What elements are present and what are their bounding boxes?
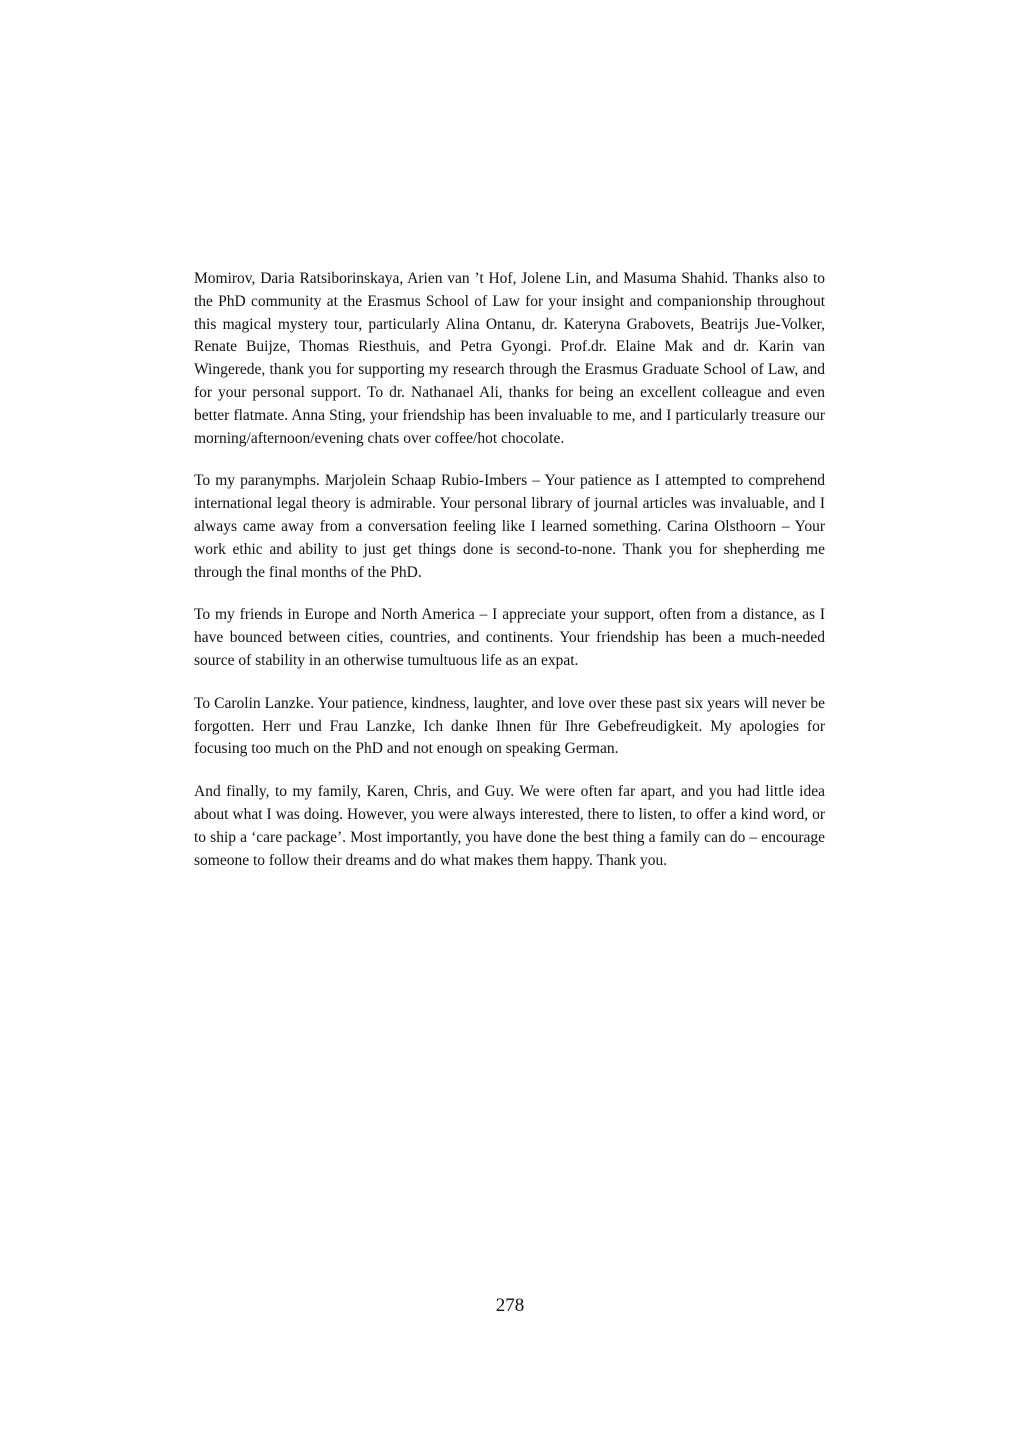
- acknowledgements-text: [194, 268, 825, 892]
- paragraph-paranymphs: To my paranymphs. Marjolein Schaap Rubio-Imbers – Your patience as I attempted to comprehend international legal theory is admirable. Your personal library of journal articles was invaluable, and I always came away from a conversation feeling like I learned something. Carina Olsthoorn – Your work ethic and ability to just get things done is second-to-none. Thank you for shepherding me through the final months of the PhD.: [194, 472, 825, 581]
- page-number: 278: [495, 1295, 525, 1316]
- paragraph-carolin: To Carolin Lanzke. Your patience, kindness, laughter, and love over these past six years will never be forgotten. Herr und Frau Lanzke, Ich danke Ihnen für Ihre Gebefreudigkeit. My apologies for focusing too much on the PhD and not enough on speaking German.: [194, 694, 825, 758]
- paragraph-family: And finally, to my family, Karen, Chris, and Guy. We were often far apart, and you had little idea about what I was doing. However, you were always interested, there to listen, to offer a kind word, or to ship a ‘care package’. Most importantly, you have done the best thing a family can do – encourage someone to follow their dreams and do what makes them happy. Thank you.: [194, 783, 825, 869]
- paragraph-colleagues: Momirov, Daria Ratsiborinskaya, Arien van ’t Hof, Jolene Lin, and Masuma Shahid. Thanks also to the PhD community at the Erasmus School of Law for your insight and companionship throughout this magical mystery tour, particularly Alina Ontanu, dr. Kateryna Grabovets, Beatrijs Jue-Volker, Renate Buijze, Thomas Riesthuis, and Petra Gyongi. Prof.dr. Elaine Mak and dr. Karin van Wingerede, thank you for supporting my research through the Erasmus Graduate School of Law, and for your personal support. To dr. Nathanael Ali, thanks for being an excellent colleague and even better flatmate. Anna Sting, your friendship has been invaluable to me, and I particularly treasure our morning/afternoon/evening chats over coffee/hot chocolate.: [194, 270, 825, 447]
- paragraph-friends: To my friends in Europe and North America – I appreciate your support, often from a distance, as I have bounced between cities, countries, and continents. Your friendship has been a much-needed source of stability in an otherwise tumultuous life as an expat.: [194, 606, 825, 669]
